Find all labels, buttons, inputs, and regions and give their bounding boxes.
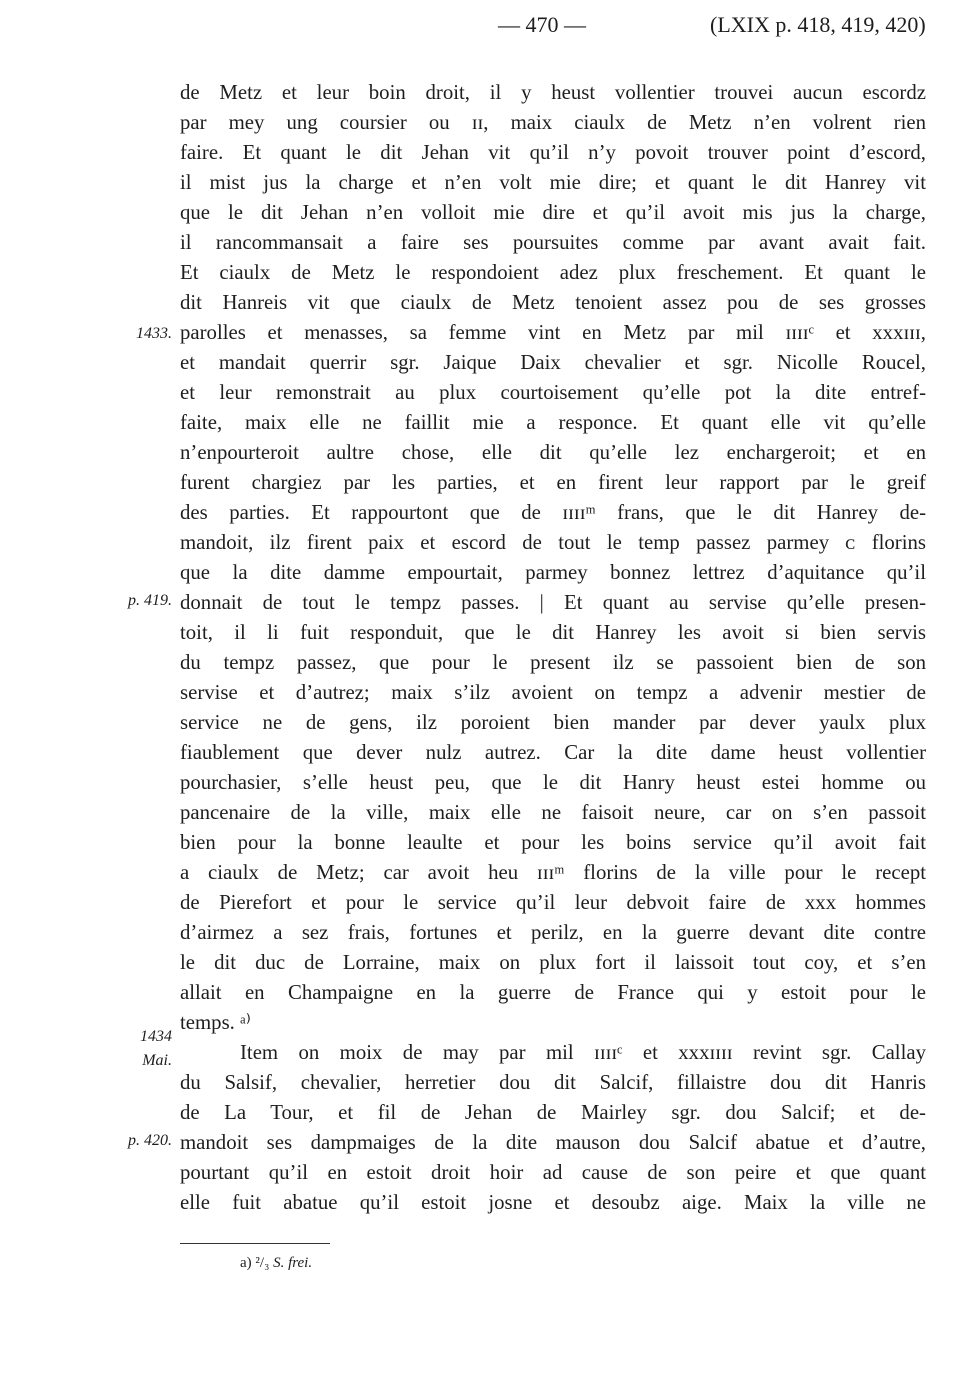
text-line: que le dit Jehan n’en volloit mie dire et qu’il avoit mis jus la charge, xyxy=(180,201,926,224)
text-line: d’airmez a sez frais, fortunes et perilz, en la guerre devant dite contre xyxy=(180,921,926,944)
text-line: servise et d’autrez; maix s’ilz avoient on tempz a advenir mestier de xyxy=(180,681,926,704)
text-line: le dit duc de Lorraine, maix on plux fort il laissoit tout coy, et s’en xyxy=(180,951,926,974)
text-line: et leur remonstrait au plux courtoisement qu’elle pot la dite entref- xyxy=(180,381,926,404)
footnote-marker: a) xyxy=(240,1255,252,1271)
text-line: et mandait querrir sgr. Jaique Daix chevalier et sgr. Nicolle Roucel, xyxy=(180,351,926,374)
margin-note-year-1434: 1434 xyxy=(140,1028,172,1045)
text-line: donnait de tout le tempz passes. | Et quant au servise qu’elle presen- xyxy=(180,591,926,614)
text-line: du Salsif, chevalier, herretier dou dit Salcif, fillaistre dou dit Hanris xyxy=(180,1071,926,1094)
text-line: faite, maix elle ne faillit mie a responce. Et quant elle vit qu’elle xyxy=(180,411,926,434)
text-line: de Metz et leur boin droit, il y heust vollentier trouvei aucun escordz xyxy=(180,81,926,104)
text-line: pourchasier, s’elle heust peu, que le dit Hanry heust estei homme ou xyxy=(180,771,926,794)
text-line: des parties. Et rappourtont que de ɪɪɪɪᵐ frans, que le dit Hanrey de- xyxy=(180,501,926,524)
page-number: — 470 — xyxy=(498,12,586,37)
footnote-rule xyxy=(180,1243,330,1244)
text-line: elle fuit abatue qu’il estoit josne et desoubz aige. Maix la ville ne xyxy=(180,1191,926,1214)
text-line: faire. Et quant le dit Jehan vit qu’il n’y povoit trouver point d’escord, xyxy=(180,141,926,164)
text-line: fiaublement que dever nulz autrez. Car la dite dame heust vollentier xyxy=(180,741,926,764)
page-reference: (LXIX p. 418, 419, 420) xyxy=(710,12,926,37)
text-line: que la dite damme empourtait, parmey bonnez lettrez d’aquitance qu’il xyxy=(180,561,926,584)
text-line: pancenaire de la ville, maix elle ne faisoit neure, car on s’en passoit xyxy=(180,801,926,824)
text-line: dit Hanreis vit que ciaulx de Metz tenoient assez pou de ses grosses xyxy=(180,291,926,314)
body-text xyxy=(180,78,926,1218)
text-line: toit, il li fuit responduit, que le dit Hanrey les avoit si bien servis xyxy=(180,621,926,644)
text-line: mandoit ses dampmaiges de la dite mauson dou Salcif abatue et d’autre, xyxy=(180,1131,926,1154)
text-line: a ciaulx de Metz; car avoit heu ɪɪɪᵐ florins de la ville pour le recept xyxy=(180,861,926,884)
text-line: pourtant qu’il en estoit droit hoir ad cause de son peire et que quant xyxy=(180,1161,926,1184)
text-line: Et ciaulx de Metz le respondoient adez plux freschement. Et quant le xyxy=(180,261,926,284)
text-line: par mey ung coursier ou ɪɪ, maix ciaulx de Metz n’en volrent rien xyxy=(180,111,926,134)
text-line: furent chargiez par les parties, et en firent leur rapport par le greif xyxy=(180,471,926,494)
text-line: bien pour la bonne leaulte et pour les boins service qu’il avoit fait xyxy=(180,831,926,854)
margin-note-year-1433: 1433. xyxy=(136,325,172,342)
text-line: Item on moix de may par mil ɪɪɪɪᶜ et xxxɪɪɪɪ revint sgr. Callay xyxy=(240,1041,926,1064)
text-line: service ne de gens, ilz poroient bien mander par dever yaulx plux xyxy=(180,711,926,734)
margin-note-month: Mai. xyxy=(142,1052,172,1069)
footnote-fraction: ²/₃ xyxy=(255,1255,270,1271)
text-line: parolles et menasses, sa femme vint en Metz par mil ɪɪɪɪᶜ et xxxɪɪɪ, xyxy=(180,321,926,344)
margin-note-p419: p. 419. xyxy=(128,592,172,609)
margin-note-p420: p. 420. xyxy=(128,1132,172,1149)
text-line: mandoit, ilz firent paix et escord de tout le temp passez parmey ᴄ florins xyxy=(180,531,926,554)
text-line: allait en Champaigne en la guerre de France qui y estoit pour le xyxy=(180,981,926,1004)
text-line: de La Tour, et fil de Jehan de Mairley sgr. dou Salcif; et de- xyxy=(180,1101,926,1124)
text-line: de Pierefort et pour le service qu’il leur debvoit faire de xxx hommes xyxy=(180,891,926,914)
text-line: du tempz passez, que pour le present ilz se passoient bien de son xyxy=(180,651,926,674)
text-line: temps. ᵃ⁾ xyxy=(180,1011,251,1034)
footnote-text: S. frei. xyxy=(273,1255,313,1271)
text-line: n’enpourteroit aultre chose, elle dit qu’elle lez enchargeroit; et en xyxy=(180,441,926,464)
text-line: il rancommansait a faire ses poursuites comme par avant avait fait. xyxy=(180,231,926,254)
text-line: il mist jus la charge et n’en volt mie dire; et quant le dit Hanrey vit xyxy=(180,171,926,194)
footnote xyxy=(240,1255,312,1272)
